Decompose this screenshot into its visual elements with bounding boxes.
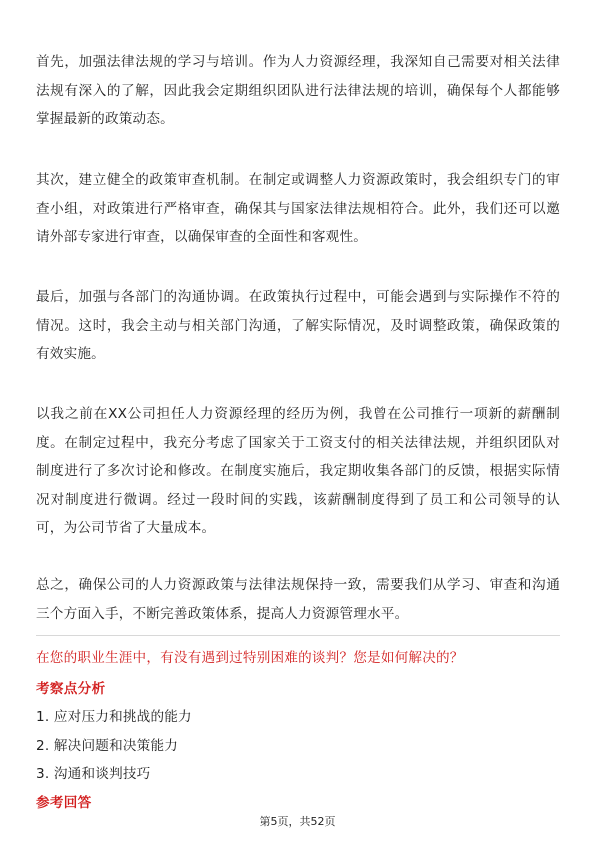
paragraph-learning-training: 首先，加强法律法规的学习与培训。作为人力资源经理，我深知自己需要对相关法律法规有深入的了解，因此我会定期组织团队进行法律法规的培训，确保每个人都能够掌握最新的政策动态。	[36, 54, 560, 127]
reference-answer-heading: 参考回答	[36, 795, 92, 811]
paragraph-communication: 最后，加强与各部门的沟通协调。在政策执行过程中，可能会遇到与实际操作不符的情况。这时，我会主动与相关部门沟通，了解实际情况，及时调整政策，确保政策的有效实施。	[36, 289, 560, 362]
paragraph-example: 以我之前在XX公司担任人力资源经理的经历为例，我曾在公司推行一项新的薪酬制度。在制定过程中，我充分考虑了国家关于工资支付的相关法律法规，并组织团队对制度进行了多次讨论和修改。在制度实施后，我定期收集各部门的反馈，根据实际情况对制度进行微调。经过一段时间的实践，该薪酬制度得到了员工和公司领导的认可，为公司节省了大量成本。	[36, 406, 560, 536]
analysis-point: 2. 解决问题和决策能力	[36, 738, 179, 754]
section-divider	[36, 635, 560, 636]
paragraph-summary: 总之，确保公司的人力资源政策与法律法规保持一致，需要我们从学习、审查和沟通三个方面入手，不断完善政策体系，提高人力资源管理水平。	[36, 577, 560, 622]
analysis-point: 3. 沟通和谈判技巧	[36, 766, 151, 782]
paragraph-policy-review: 其次，建立健全的政策审查机制。在制定或调整人力资源政策时，我会组织专门的审查小组，对政策进行严格审查，确保其与国家法律法规相符合。此外，我们还可以邀请外部专家进行审查，以确保审查的全面性和客观性。	[36, 172, 560, 245]
page-number: 第5页，共52页	[259, 815, 336, 828]
analysis-point: 1. 应对压力和挑战的能力	[36, 709, 192, 725]
analysis-heading: 考察点分析	[36, 681, 106, 697]
interview-question: 在您的职业生涯中，有没有遇到过特别困难的谈判？您是如何解决的？	[36, 650, 464, 666]
